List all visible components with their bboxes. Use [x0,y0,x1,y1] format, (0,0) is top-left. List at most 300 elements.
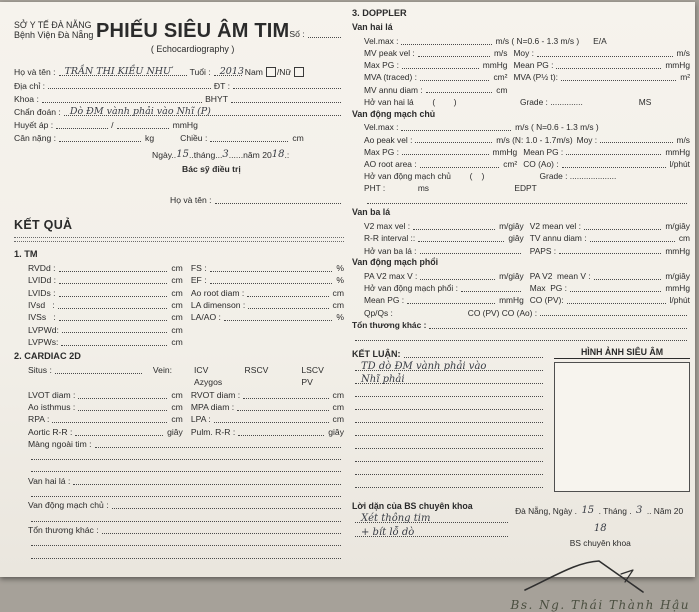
form-cell [28,496,344,499]
dotted-field [418,241,504,242]
field-label: ICV [193,365,209,376]
unit-label: cm [171,312,183,323]
dotted-field [420,80,490,81]
field-label: PA V2 max V : [364,271,418,282]
unit-label: cm [171,300,183,310]
bp-diastolic-field [117,128,169,129]
handwritten-year: 18 [271,149,285,161]
doppler-group-heading: Van ba lá [352,207,391,218]
unit-label: l/phút [669,159,690,169]
form-row [28,524,344,536]
form-row [364,133,690,145]
handwritten-name: TRẦN THỊ KIỀU NHƯ [64,66,172,78]
field-label: Hở van hai lá ( ) [364,96,457,107]
unit-label: mmHg [665,60,690,71]
female-label: Nữ [279,67,292,78]
form-row [352,331,690,343]
dotted-field [112,508,341,509]
form-cell [28,521,344,524]
unit-label: % [336,275,344,286]
field-label: Qp/Qs : [364,307,393,318]
field-label: LA/AO : [190,312,221,323]
bp-label: Huyết áp : [14,120,54,131]
dotted-field [31,558,341,559]
dotted-field [355,373,543,385]
hospital-name: Bệnh Viện Đà Nẵng [14,30,94,41]
field-label: AO root area : [364,159,417,169]
unit-label: cm [171,389,183,400]
dotted-field [59,271,168,272]
field-label: EF : [190,275,207,286]
signature-block [511,501,690,612]
form-cell [28,477,344,487]
unit-label: m/s ( N=0.6 - 1.3 m/s ) [495,35,580,46]
unit-label: m/s [493,48,508,59]
form-cell [364,148,517,158]
place-date-prefix: Đà Nẵng, Ngày . [515,505,577,516]
form-cell [28,526,344,536]
dotted-field [584,229,661,230]
field-label: Vel.max : [364,35,399,46]
phone-field [233,88,341,89]
dotted-field [224,320,332,321]
form-cell [183,403,344,413]
form-row [28,511,344,523]
field-label: Aortic R-R : [28,426,73,437]
date-mid2: ......năm 20 [228,150,272,161]
form-row [28,536,344,548]
unit-label: m/giây [499,271,524,282]
dotted-field [420,279,495,280]
form-row [364,244,690,256]
dotted-field [415,142,492,143]
height-field [210,141,288,142]
form-row [28,388,344,400]
cardiac2d-rows [14,364,344,561]
field-label: RSCV [244,365,269,376]
handwritten-sig-year: 18 [593,522,607,534]
form-row [364,95,690,107]
date-mid1: ..tháng... [188,150,223,161]
field-label: Hở van ba lá : [364,245,417,256]
checkbox-female [294,67,304,77]
dotted-field [31,545,341,546]
form-cell [364,123,599,133]
form-cell [524,284,690,294]
field-label: Moy : [513,48,534,59]
unit-label: m/s ( N=0.6 - 1.3 m/s ) [515,122,599,133]
form-cell [364,73,507,83]
blood-pressure-row [14,118,344,131]
form-cell [517,148,690,158]
form-row [28,499,344,511]
form-cell [28,301,183,311]
form-cell [194,378,245,388]
dotted-field [355,526,508,538]
unit-label: cm [332,414,344,425]
field-label: Van động mạch chủ : [28,500,109,511]
department-label: Khoa : [14,93,39,104]
dotted-field [401,44,491,45]
form-cell [28,276,183,286]
form-cell [364,203,690,206]
handwritten-month: 3 [222,149,229,161]
signature-flourish [515,552,685,598]
form-cell [364,37,579,47]
checkbox-male [266,67,276,77]
field-label: Azygos [193,377,223,388]
form-cell [364,160,517,170]
dotted-field [402,154,489,155]
insurance-field [231,102,341,103]
handwritten-day: 15 [176,149,189,161]
unit-label: cm [171,336,183,347]
form-row [352,318,690,330]
field-label: PAPS : [529,245,557,256]
field-label: Van hai lá : [28,475,71,486]
dotted-field [355,474,543,475]
form-cell [28,471,344,474]
number-field [308,37,341,38]
dotted-field [61,345,167,346]
unit-label: cm [171,287,183,298]
form-cell [631,98,690,108]
dotted-field [247,296,328,297]
field-label: RVDd : [28,263,56,274]
attending-doctor-row [14,161,344,174]
unit-label: giây [508,233,524,244]
handwritten-advice-1: Xét thông tim [361,512,431,524]
dotted-field [355,409,543,410]
form-row [28,376,344,388]
dotted-field [31,496,341,497]
form-cell [364,284,524,294]
address-field [48,88,211,89]
dotted-field [561,80,676,81]
form-row [28,262,344,274]
dotted-field [31,471,341,472]
ultrasound-image-box [554,362,690,492]
form-row [364,59,690,71]
form-cell [183,415,344,425]
form-cell [524,247,690,257]
conclusion-heading: KẾT LUẬN: [352,349,401,360]
place-date-mid2: .. Năm 20 [646,505,686,516]
form-cell [245,366,302,376]
conclusion-field [404,357,544,358]
number-label: Số : [289,29,305,39]
cardiac2d-section-heading: 2. CARDIAC 2D [14,350,81,361]
doppler-group-rows [352,121,690,206]
dotted-field [59,320,168,321]
handwritten-conclusion-1: TD dò ĐM vành phải vào [361,360,487,372]
dotted-field [78,410,167,411]
field-label: Ao peak vel : [364,134,413,145]
blank-dotted-line [352,464,546,477]
field-label: MV peak vel : [364,48,415,59]
field-label: Grade : .............. [519,96,583,107]
field-label: Mean PG : [523,146,564,157]
dotted-field [355,340,687,341]
form-row [364,232,690,244]
male-label: Nam [244,67,263,78]
doppler-group-rows [352,270,690,319]
attending-doctor-label: Bác sỹ điều trị [182,163,241,174]
form-cell [183,301,344,311]
phone-label: ĐT : [213,80,230,91]
form-cell [183,264,344,274]
weight-field [59,141,141,142]
field-label: LPA : [190,414,211,425]
place-date-mid1: . Tháng . [598,505,632,516]
field-label: MPA diam : [190,402,235,413]
form-row [364,294,690,306]
form-cell [183,276,344,286]
field-label: Ao root diam : [190,287,245,298]
unit-label: cm [332,300,344,310]
field-label: IVSs : [28,312,56,323]
unit-label: m/s (N: 1.0 - 1.7m/s) [496,134,573,145]
form-cell [364,184,494,194]
doppler-section-heading: 3. DOPPLER [352,8,407,18]
form-row [364,47,690,59]
handwritten-signature-name: Bs. Ng. Thái Thành Hậu [510,598,690,612]
dotted-field [355,360,543,372]
doppler-group-heading: Van động mạch phổi [352,257,439,268]
field-label: Hở van động mạch chủ ( ) [364,171,485,182]
field-label: LVIDs : [28,287,56,298]
doppler-group-rows [352,220,690,257]
field-label: Tổn thương khác : [352,319,427,330]
form-cell [364,49,507,59]
height-unit: cm [292,133,304,144]
handwritten-advice-2: + bít lỗ dò [361,526,415,538]
form-cell [364,172,534,182]
weight-label: Cân nặng : [14,133,57,144]
unit-label: cm [171,414,183,425]
ultrasound-image-block [554,347,690,492]
dotted-field [413,229,495,230]
field-label: Mean PG : [513,60,554,71]
org-name: SỞ Y TẾ ĐÀ NẴNG [14,20,92,30]
date-prefix: Ngày.. [152,150,177,161]
unit-label: cm² [493,72,508,83]
form-row [28,364,344,376]
conclusion-line [352,373,546,386]
field-label: PHT : ms [364,183,429,194]
dotted-field [407,303,495,304]
doctor-name-row [14,193,344,206]
form-row [28,438,344,450]
unit-label: m² [680,72,690,83]
conclusion-heading-row [352,347,546,360]
doctor-name-label: Họ và tên : [170,194,212,205]
field-label: V2 max vel : [364,221,411,232]
title-block [96,20,289,54]
field-label: Max PG : [364,60,399,71]
field-label: Vein: [152,365,173,376]
form-row [28,425,344,437]
form-cell [28,313,183,323]
dotted-field [73,484,341,485]
form-row [28,311,344,323]
field-label: MVA (traced) : [364,72,417,83]
form-row [28,487,344,499]
unit-label: mmHg [499,295,524,306]
form-row [364,282,690,294]
field-label: Pulm. R-R : [190,426,236,437]
form-cell [28,366,145,376]
blank-dotted-line [352,438,546,451]
footer-area [352,501,690,612]
unit-label: giây [167,426,183,437]
unit-label: cm [171,275,183,286]
dotted-field [537,56,673,57]
form-cell [462,309,690,319]
form-cell [494,184,690,194]
form-row [364,194,690,206]
form-cell [524,296,690,306]
dotted-field [59,296,168,297]
form-cell [183,313,344,323]
specialist-advice-block [352,501,511,612]
unit-label: m/s [676,48,690,59]
dotted-field [566,154,661,155]
conclusion-area [352,347,690,492]
dotted-field [402,68,479,69]
form-subtitle: ( Echocardiography ) [150,44,235,54]
unit-label: mmHg [665,146,690,157]
form-row [28,286,344,298]
doctor-name-field [215,203,341,204]
field-label: Grade : .................... [539,171,617,182]
left-column [14,12,344,561]
unit-label: cm² [503,159,518,169]
issuing-org [14,20,96,40]
department-field [42,102,202,103]
form-cell [364,61,507,71]
field-label: MS [638,96,652,107]
weight-unit: kg [145,133,155,144]
dotted-field [570,291,661,292]
name-field [59,66,187,78]
form-cell [352,340,690,343]
field-label: CO (Ao) : [523,159,559,169]
unit-label: cm [171,402,183,413]
form-row [28,323,344,335]
form-cell [194,366,245,376]
conclusion-block [352,347,554,492]
form-row [364,121,690,133]
form-cell [28,428,183,438]
field-label: MVA (P½ t): [513,72,558,83]
dotted-field [562,167,666,168]
unit-label: cm [171,324,183,335]
dotted-field [55,373,142,374]
unit-label: mmHg [482,60,508,71]
date-suffix: .: [284,150,290,161]
dotted-field [238,435,324,436]
dotted-field [355,461,543,462]
form-cell [364,234,524,244]
form-cell [517,160,690,170]
dotted-field [59,283,167,284]
form-cell [524,234,690,244]
bp-separator: / [111,120,114,131]
dotted-field [78,398,167,399]
field-label: Hở van động mạch phổi : [364,283,458,294]
conclusion-blank-lines [352,386,546,490]
form-cell [301,378,352,388]
height-label: Chiều : [180,133,208,144]
form-row [364,145,690,157]
double-rule [14,237,344,242]
dotted-field [420,253,521,254]
dotted-field [540,315,687,316]
doppler-group-rows [352,34,690,107]
form-cell [183,289,344,299]
form-cell [28,415,183,425]
field-label: Tổn thương khác : [28,525,99,536]
dotted-field [355,487,543,488]
field-label: LVPWd: [28,324,59,335]
form-cell [28,264,183,274]
unit-label: % [336,312,344,323]
conclusion-line [352,360,546,373]
unit-label: mmHg [665,245,690,256]
unit-label: cm [496,84,508,95]
dotted-field [214,422,329,423]
unit-label: m/giây [499,221,524,232]
place-date-row [511,501,690,537]
form-cell [524,272,690,282]
unit-label: cm [332,402,344,413]
form-number [289,30,344,40]
form-cell [28,338,183,348]
field-label: EDPT [514,183,537,194]
dotted-field [210,271,333,272]
form-row [364,270,690,282]
field-label: RVOT diam : [190,389,241,400]
field-label: LVOT diam : [28,389,76,400]
department-row [14,91,344,104]
bp-unit: mmHg [172,120,198,131]
form-row [28,474,344,486]
form-row [28,450,344,462]
blank-dotted-line [352,451,546,464]
field-label: LA dimenson : [190,300,246,310]
diagnosis-label: Chẩn đoán : [14,106,61,117]
form-row [364,170,690,182]
field-label: FS : [190,263,207,274]
form-cell [364,222,524,232]
form-cell [364,86,507,96]
handwritten-conclusion-2: Nhĩ phải [361,373,405,385]
form-cell [28,501,344,511]
form-cell [507,49,690,59]
advice-line [352,511,511,525]
doppler-groups [352,22,690,318]
blank-dotted-line [352,477,546,490]
dotted-field [418,56,490,57]
field-label: Ao isthmus : [28,402,76,413]
field-label: TV annu diam : [529,233,587,244]
field-label: Max PG : [529,283,567,294]
field-label: PV [301,377,313,388]
doppler-other-lesions [352,318,690,342]
form-cell [573,136,690,146]
doppler-group-heading: Van động mạch chủ [352,108,436,119]
